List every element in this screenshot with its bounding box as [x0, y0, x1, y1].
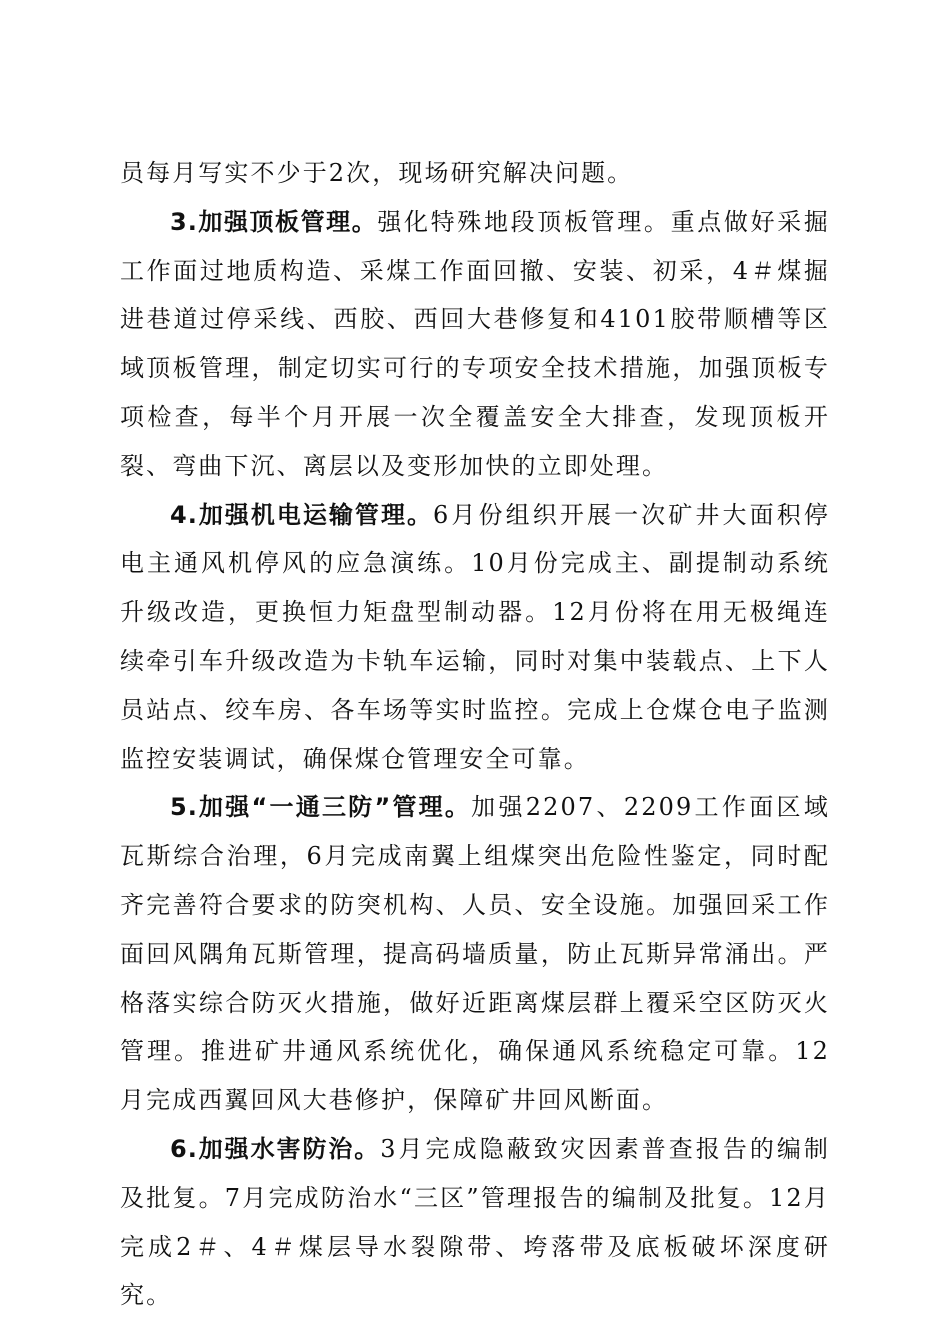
paragraph-roof-management [120, 198, 830, 491]
paragraph-heading: 3.加强顶板管理。 [170, 207, 378, 236]
paragraph-heading: 5.加强“一通三防”管理。 [170, 793, 472, 822]
paragraph-text: 加强2207、2209工作面区域瓦斯综合治理，6月完成南翼上组煤突出危险性鉴定，同时配齐完善符合要求的防突机构、人员、安全设施。加强回采工作面回风隅角瓦斯管理，提高码墙质量，防止瓦斯异常涌出。严格落实综合防灭火措施，做好近距离煤层群上覆采空区防灭火管理。推进矿井通风系统优化，确保通风系统稳定可靠。12月完成西翼回风大巷修护，保障矿井回风断面。 [120, 793, 830, 1115]
paragraph-continuation [120, 149, 830, 198]
paragraph-heading: 6.加强水害防治。 [170, 1134, 381, 1163]
paragraph-text: 员每月写实不少于2次，现场研究解决问题。 [120, 159, 634, 187]
paragraph-text: 3月完成隐蔽致灾因素普查报告的编制及批复。7月完成防治水“三区”管理报告的编制及批复。12月完成2＃、4＃煤层导水裂隙带、垮落带及底板破坏深度研究。 [120, 1134, 830, 1310]
paragraph-heading: 4.加强机电运输管理。 [170, 500, 433, 529]
paragraph-ventilation-gas-fire [120, 783, 830, 1125]
paragraph-water-hazard [120, 1125, 830, 1320]
document-body [120, 149, 830, 1320]
paragraph-text: 6月份组织开展一次矿井大面积停电主通风机停风的应急演练。10月份完成主、副提制动系统升级改造，更换恒力矩盘型制动器。12月份将在用无极绳连续牵引车升级改造为卡轨车运输，同时对集中装载点、上下人员站点、绞车房、各车场等实时监控。完成上仓煤仓电子监测监控安装调试，确保煤仓管理安全可靠。 [120, 500, 830, 773]
paragraph-text: 强化特殊地段顶板管理。重点做好采掘工作面过地质构造、采煤工作面回撤、安装、初采，4＃煤掘进巷道过停采线、西胶、西回大巷修复和4101胶带顺槽等区域顶板管理，制定切实可行的专项安全技术措施，加强顶板专项检查，每半个月开展一次全覆盖安全大排查，发现顶板开裂、弯曲下沉、离层以及变形加快的立即处理。 [120, 207, 830, 480]
paragraph-electromechanical-transport [120, 491, 830, 784]
